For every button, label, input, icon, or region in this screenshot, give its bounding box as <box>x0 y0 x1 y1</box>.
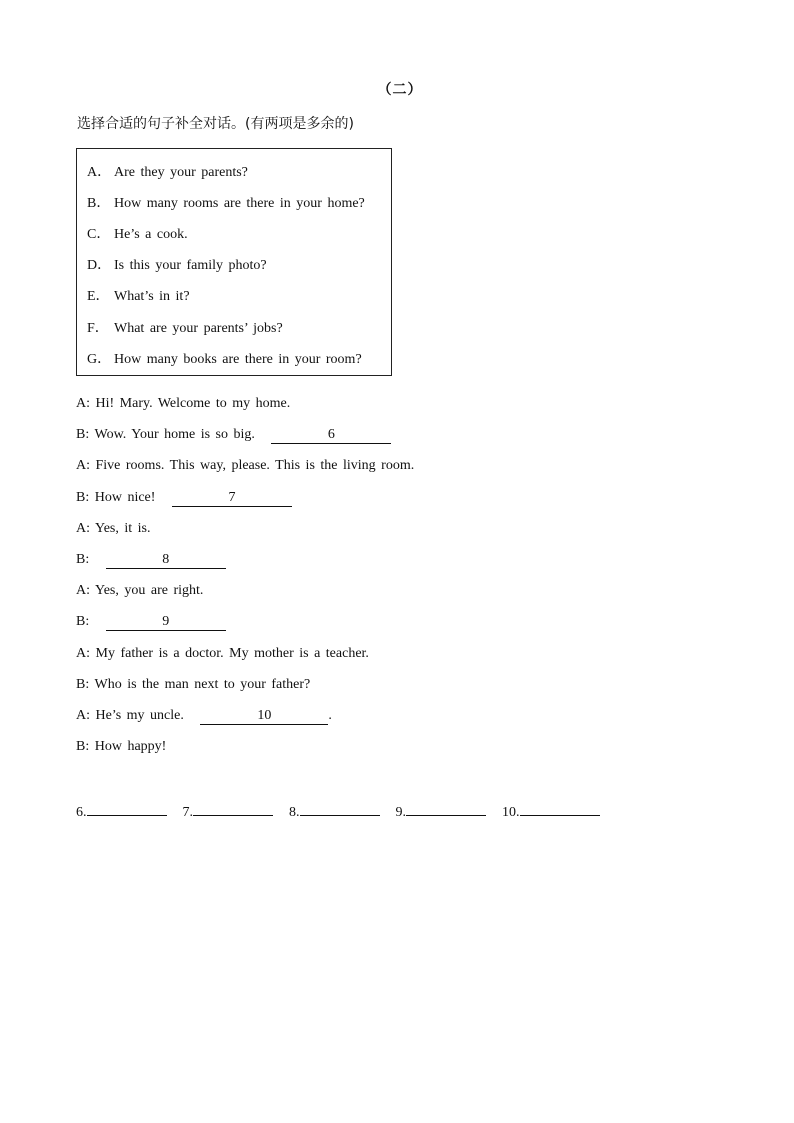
answer-slot <box>396 801 487 821</box>
dialogue-text: B: How happy! <box>76 739 167 754</box>
dialogue-text: A: Yes, you are right. <box>76 583 204 598</box>
page-title: （二） <box>377 82 423 98</box>
answer-line[interactable] <box>406 801 486 816</box>
option-text: How many books are there in your room? <box>114 352 362 367</box>
answer-number: 6. <box>76 805 87 820</box>
answer-number: 8. <box>289 805 300 820</box>
option-b <box>87 192 365 212</box>
answer-line[interactable] <box>193 801 273 816</box>
dialogue-text: B: Who is the man next to your father? <box>76 677 311 692</box>
answer-slot <box>76 801 167 821</box>
dialogue-text: A: My father is a doctor. My mother is a teacher. <box>76 646 369 661</box>
answer-slot <box>183 801 274 821</box>
answer-line[interactable] <box>300 801 380 816</box>
answer-line[interactable] <box>520 801 600 816</box>
answer-blank[interactable] <box>271 427 391 444</box>
option-letter: D． <box>87 258 112 273</box>
option-e <box>87 285 190 305</box>
option-g <box>87 348 362 368</box>
dialogue-text: B: Wow. Your home is so big. <box>76 427 255 442</box>
blank-number: 9 <box>162 614 170 629</box>
dialogue-text: A: Yes, it is. <box>76 521 151 536</box>
dialogue-text: A: Five rooms. This way, please. This is the living room. <box>76 458 415 473</box>
answer-row <box>76 801 616 821</box>
dialogue-line <box>76 490 292 507</box>
dialogue-line <box>76 521 150 537</box>
dialogue-line <box>76 677 310 693</box>
answer-blank[interactable] <box>200 708 328 725</box>
dialogue-line <box>76 458 414 474</box>
dialogue-line <box>76 614 226 631</box>
option-c <box>87 223 188 243</box>
instruction-text: 选择合适的句子补全对话。(有两项是多余的) <box>77 116 354 132</box>
dialogue-text: B: <box>76 614 90 629</box>
dialogue-line <box>76 552 226 569</box>
option-text: Are they your parents? <box>114 165 248 180</box>
answer-number: 10. <box>502 805 520 820</box>
blank-number: 7 <box>228 490 236 505</box>
answer-blank[interactable] <box>106 614 226 631</box>
dialogue-line <box>76 396 290 412</box>
answer-slot <box>502 801 600 821</box>
blank-number: 8 <box>162 552 170 567</box>
dialogue-line <box>76 427 391 444</box>
blank-number: 6 <box>327 427 335 442</box>
option-text: What are your parents’ jobs? <box>114 321 283 336</box>
answer-line[interactable] <box>87 801 167 816</box>
option-letter: G． <box>87 352 112 367</box>
dialogue-line <box>76 583 203 599</box>
option-text: He’s a cook. <box>114 227 188 242</box>
option-a <box>87 161 248 181</box>
option-text: How many rooms are there in your home? <box>114 196 365 211</box>
answer-number: 7. <box>182 805 193 820</box>
option-text: What’s in it? <box>114 289 190 304</box>
blank-number: 10 <box>257 708 272 723</box>
dialogue-text: A: Hi! Mary. Welcome to my home. <box>76 396 291 411</box>
option-letter: E． <box>87 289 110 304</box>
option-f <box>87 317 283 337</box>
dialogue-text: A: He’s my uncle. <box>76 708 184 723</box>
option-text: Is this your family photo? <box>114 258 267 273</box>
dialogue-line <box>76 708 332 725</box>
option-letter: A． <box>87 165 112 180</box>
dialogue-line <box>76 739 166 755</box>
answer-number: 9. <box>395 805 406 820</box>
answer-slot <box>289 801 380 821</box>
answer-blank[interactable] <box>106 552 226 569</box>
option-letter: C． <box>87 227 111 242</box>
options-box <box>76 148 392 376</box>
option-letter: B． <box>87 196 111 211</box>
option-letter: F． <box>87 321 109 336</box>
option-d <box>87 254 267 274</box>
dialogue-text: B: How nice! <box>76 490 156 505</box>
answer-blank[interactable] <box>172 490 292 507</box>
dialogue-text: B: <box>76 552 90 567</box>
dialogue-line <box>76 646 369 662</box>
sentence-end: . <box>328 708 332 723</box>
